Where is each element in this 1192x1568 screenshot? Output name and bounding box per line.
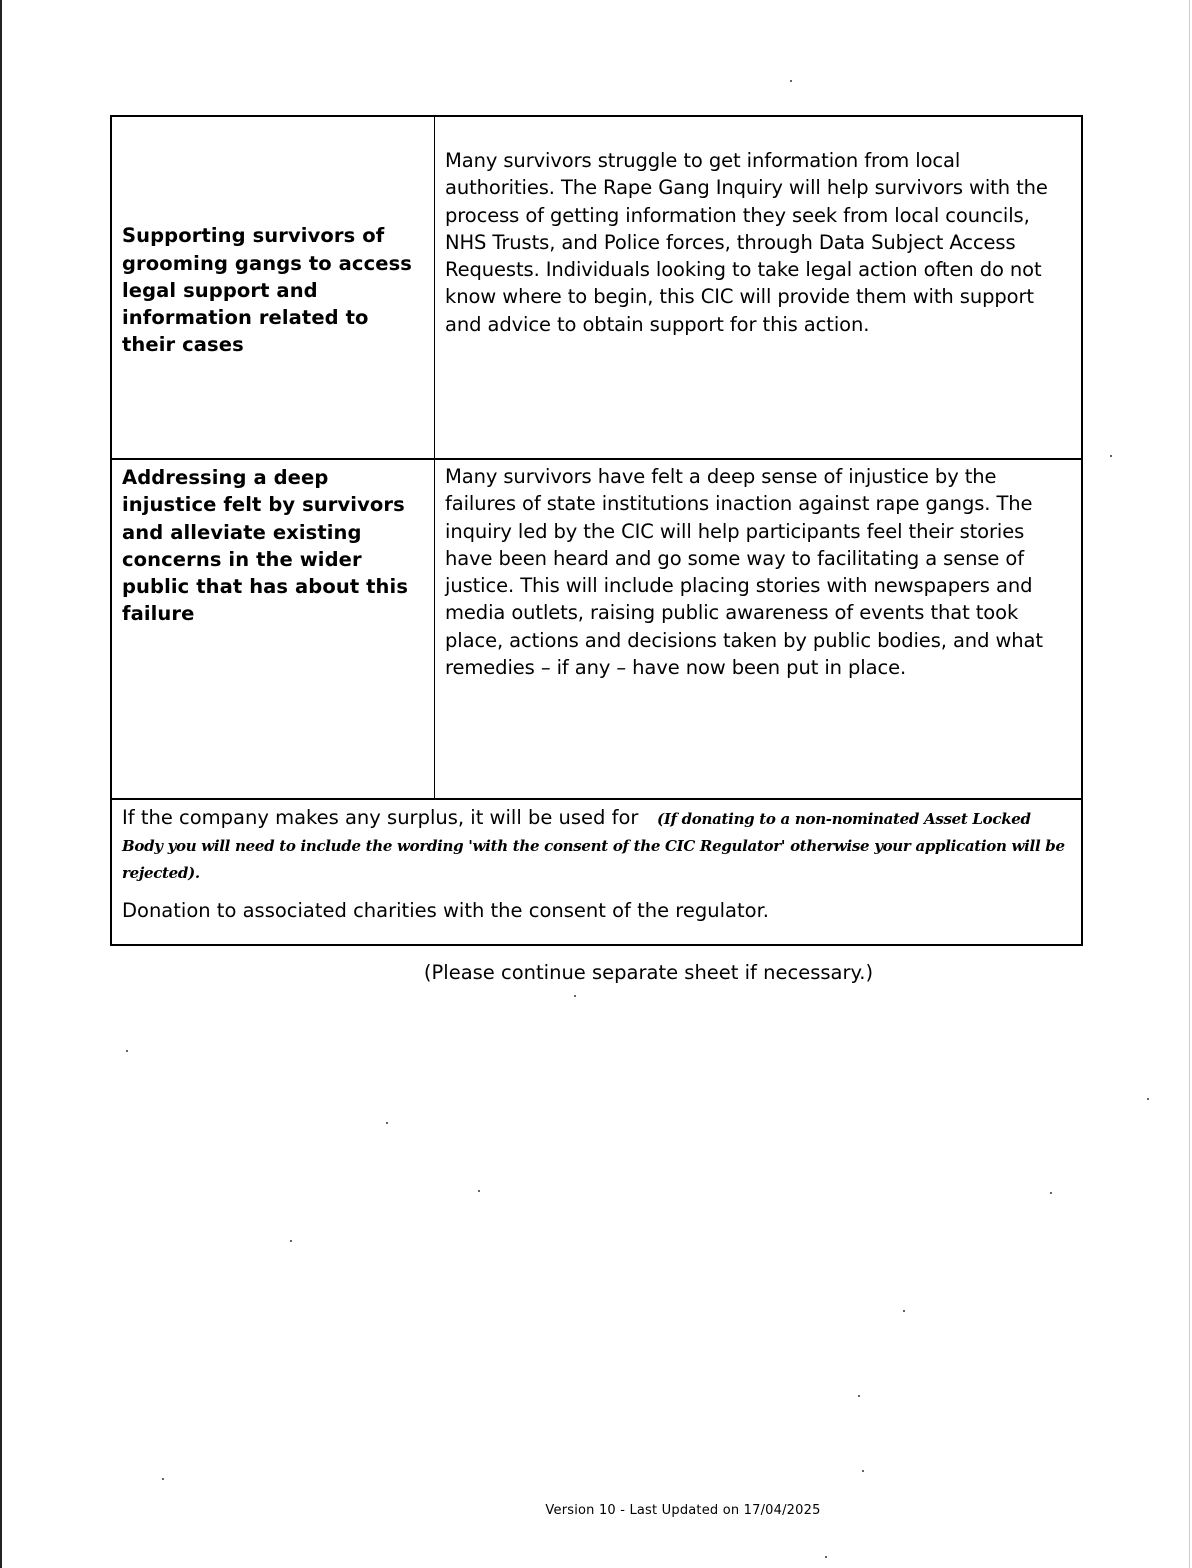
scan-speck — [478, 1190, 480, 1192]
continue-note: (Please continue separate sheet if necessary.) — [423, 961, 874, 984]
activity-description: Many survivors struggle to get information from local authorities. The Rape Gang Inquiry will help survivors with the process of getting information they seek from local councils, NHS Trusts, and Police forces, through Data Subject Access Requests. Individuals looking to take legal action often do not know where to begin, this CIC will provide them with support and advice to obtain support for this action. — [445, 149, 1048, 336]
activity-description-cell — [435, 460, 1081, 798]
scan-speck — [162, 1478, 164, 1480]
surplus-prompt: If the company makes any surplus, it will be used for — [122, 806, 639, 829]
page-edge-left — [0, 0, 2, 1568]
scan-speck — [1110, 455, 1112, 457]
scan-speck — [825, 1556, 827, 1558]
activity-heading: Supporting survivors of grooming gangs to access legal support and information related to their cases — [122, 224, 412, 357]
surplus-prompt-line — [122, 805, 1071, 886]
table-row — [112, 117, 1081, 460]
community-interest-table — [110, 115, 1083, 946]
scan-speck — [290, 1240, 292, 1242]
surplus-section — [112, 800, 1081, 944]
scan-speck — [1050, 1192, 1052, 1194]
scan-speck — [790, 80, 792, 82]
scan-speck — [386, 1122, 388, 1124]
activity-heading-cell — [112, 117, 435, 458]
scan-speck — [1147, 1098, 1149, 1100]
scan-speck — [862, 1470, 864, 1472]
table-row — [112, 460, 1081, 800]
scan-speck — [858, 1395, 860, 1397]
scan-speck — [574, 995, 576, 997]
scan-speck — [903, 1310, 905, 1312]
activity-description: Many survivors have felt a deep sense of injustice by the failures of state institutions inaction against rape gangs. The inquiry led by the CIC will help participants feel their stories have been heard and go some way to facilitating a sense of justice. This will include placing stories with newspapers and media outlets, raising public awareness of events that took place, actions and decisions taken by public bodies, and what remedies – if any – have now been put in place. — [445, 465, 1043, 680]
activity-description-cell — [435, 117, 1081, 458]
surplus-answer: Donation to associated charities with the consent of the regulator. — [122, 899, 769, 922]
page-edge-right — [1189, 0, 1190, 1568]
surplus-guidance-note: (If donating to a non-nominated Asset Locked Body you will need to include the wording 'with the consent of the CIC Regulator' otherwise your application will be rejected). — [122, 810, 1065, 882]
footer-version: Version 10 - Last Updated on 17/04/2025 — [545, 1503, 821, 1518]
activity-heading-cell — [112, 460, 435, 798]
scan-speck — [126, 1050, 128, 1052]
activity-heading: Addressing a deep injustice felt by survivors and alleviate existing concerns in the wider public that has about this failure — [122, 466, 409, 626]
